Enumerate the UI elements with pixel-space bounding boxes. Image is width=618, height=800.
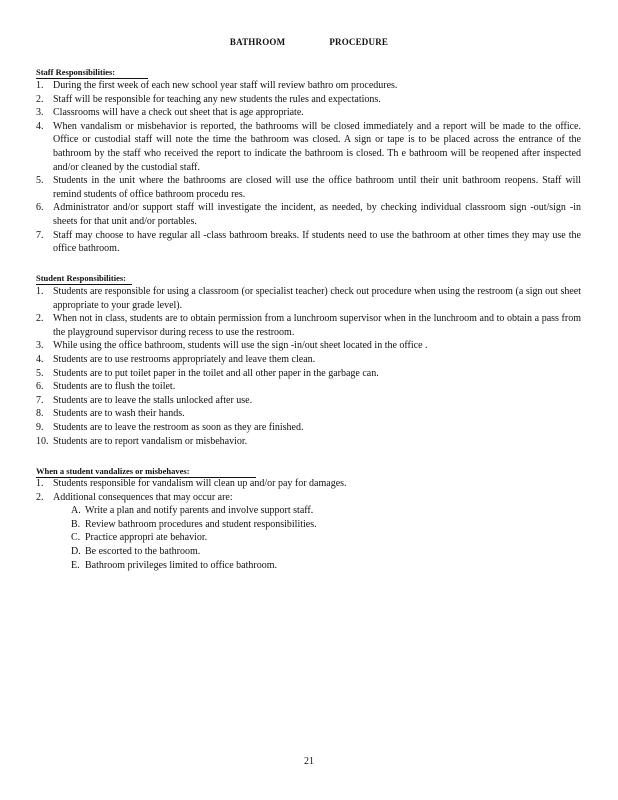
consequence-item [71,545,581,559]
student-responsibilities-list [36,285,581,448]
item-number: 1. [36,478,44,489]
consequence-letter: D. [71,545,81,557]
item-number: 5. [36,175,44,187]
list-item [36,201,581,228]
vandalism-heading: When a student vandalizes or misbehaves: [36,466,256,478]
item-number: 6. [36,381,44,393]
item-text: Administrator and/or support staff will investigate the incident, as needed, by checking individual classroom sign -out/sign -in sheets for that unit and/or portables. [53,202,581,227]
item-number: 2. [36,491,44,503]
list-item [36,93,581,107]
consequence-letter: E. [71,559,80,571]
item-text: Students responsible for vandalism will clean up and/or pay for damages. [53,478,347,489]
consequence-item [71,531,581,545]
item-text: Students in the unit where the bathrooms are closed will use the office bathroom until their unit bathroom reopens. Staff will remind students of office bathroom procedu res. [53,175,581,200]
list-item [36,79,581,93]
list-item [36,367,581,381]
consequence-letter: B. [71,518,81,530]
item-number: 3. [36,340,44,352]
title-procedure: PROCEDURE [329,37,389,47]
item-number: 4. [36,353,44,365]
list-item [36,491,581,573]
consequence-text: Bathroom privileges limited to office bathroom. [85,559,277,571]
list-item [36,229,581,256]
item-number: 3. [36,107,44,119]
list-item [36,174,581,201]
consequence-text: Practice appropri ate behavior. [85,532,208,544]
title-bathroom: BATHROOM [229,37,286,47]
item-text: Additional consequences that may occur are: [53,491,233,503]
item-text: Students are to leave the stalls unlocked after use. [53,394,253,406]
item-text: When vandalism or misbehavior is reported, the bathrooms will be closed immediately and a report will be made to the office. Office or custodial staff will note the time the bathroom was closed. A sign or tape is to be placed across the entrance of the bathroom by the staff who received the report to indicate the bathroom is closed. Th e bathroom will be reopened after inspected and/or cleaned by the custodial staff. [53,120,581,173]
item-number: 10. [36,435,49,447]
list-item [36,312,581,339]
list-item [36,339,581,353]
list-item [36,394,581,408]
item-number: 1. [36,286,44,297]
staff-responsibilities-heading: Staff Responsibilities: [36,67,148,79]
page-number: 21 [304,756,314,767]
item-number: 8. [36,408,44,420]
item-text: Staff will be responsible for teaching any new students the rules and expectations. [53,93,381,105]
list-item [36,435,581,449]
item-number: 9. [36,421,44,433]
consequence-text: Be escorted to the bathroom. [85,545,201,557]
consequences-list [53,504,581,572]
list-item [36,477,581,491]
vandalism-list [36,477,581,572]
item-text: Students are to flush the toilet. [53,381,176,393]
consequence-text: Review bathroom procedures and student responsibilities. [85,518,317,530]
item-number: 7. [36,229,44,241]
item-number: 2. [36,93,44,105]
item-text: Students are to report vandalism or misbehavior. [53,435,248,447]
item-number: 5. [36,367,44,379]
item-number: 2. [36,313,44,325]
item-text: During the first week of each new school year staff will review bathro om procedures. [53,80,398,91]
list-item [36,353,581,367]
item-text: Students are to put toilet paper in the toilet and all other paper in the garbage can. [53,367,379,379]
staff-responsibilities-list [36,79,581,256]
item-number: 1. [36,80,44,91]
consequence-item [71,518,581,532]
item-number: 6. [36,202,44,214]
item-number: 7. [36,394,44,406]
list-item [36,106,581,120]
item-text: Staff may choose to have regular all -class bathroom breaks. If students need to use the bathroom at other times they may use the office bathroom. [53,229,581,255]
consequence-item [71,504,581,518]
item-text: While using the office bathroom, students will use the sign -in/out sheet located in the office . [53,340,428,352]
item-text: Students are responsible for using a classroom (or specialist teacher) check out procedure when using the restroom (a sign out sheet appropriate to your grade level). [53,286,581,311]
list-item [36,120,581,174]
consequence-text: Write a plan and notify parents and involve support staff. [85,505,314,517]
item-text: When not in class, students are to obtain permission from a lunchroom supervisor when in the lunchroom and to obtain a pass from the playground supervisor during recess to use the restroom. [53,313,581,338]
item-text: Students are to leave the restroom as soon as they are finished. [53,421,304,433]
item-text: Classrooms will have a check out sheet that is age appropriate. [53,107,304,119]
list-item [36,421,581,435]
list-item [36,285,581,312]
item-text: Students are to wash their hands. [53,408,185,420]
item-text: Students are to use restrooms appropriately and leave them clean. [53,353,316,365]
consequence-item [71,559,581,573]
list-item [36,380,581,394]
item-number: 4. [36,120,44,132]
student-responsibilities-heading: Student Responsibilities: [36,273,132,285]
consequence-letter: A. [71,505,81,517]
list-item [36,407,581,421]
consequence-letter: C. [71,532,81,544]
document-title [0,37,618,47]
